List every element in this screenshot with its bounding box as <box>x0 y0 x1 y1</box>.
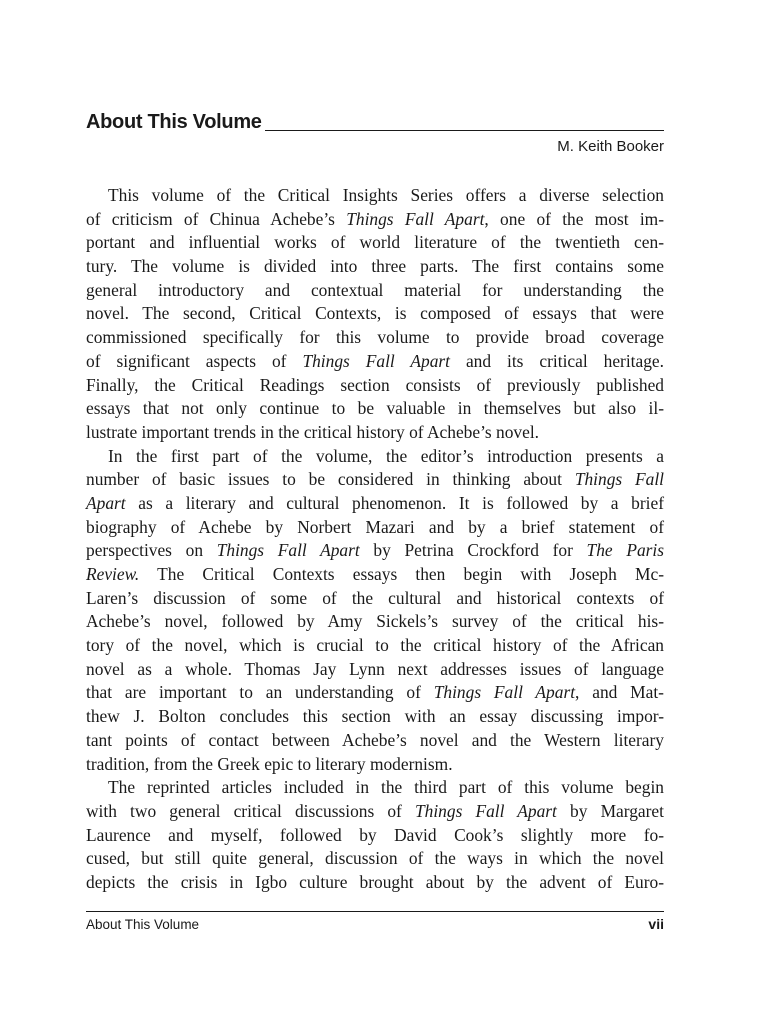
text-line <box>86 516 664 540</box>
text-run: tury. The volume is divided into three parts. The first contains some <box>86 256 664 277</box>
text-line <box>86 326 664 350</box>
text-run: The Critical Contexts essays then begin with Joseph Mc- <box>139 564 664 584</box>
text-run: by Petrina Crockford for <box>359 540 587 561</box>
text-line <box>86 563 664 587</box>
text-line <box>86 255 664 279</box>
text-line <box>86 658 664 682</box>
italic-title-run: Things Fall Apart <box>414 800 557 821</box>
text-run: that are important to an understanding of <box>86 682 434 703</box>
text-line <box>86 610 664 634</box>
text-line <box>86 587 664 611</box>
text-run: Laren’s discussion of some of the cultural and historical contexts of <box>86 587 664 608</box>
text-run: novel as a whole. Thomas Jay Lynn next addresses issues of language <box>86 658 664 679</box>
text-run: and its critical heritage. <box>450 350 664 371</box>
italic-title-run: Apart <box>86 492 126 513</box>
text-run: essays that not only continue to be valuable in themselves but also il- <box>86 398 664 419</box>
text-line <box>86 397 664 421</box>
text-line <box>86 824 664 848</box>
italic-title-run: Things Fall Apart <box>346 208 485 229</box>
italic-title-run: Things Fall Apart <box>302 350 450 371</box>
text-line <box>86 231 664 255</box>
page-number: vii <box>648 916 664 932</box>
text-run: thew J. Bolton concludes this section with an essay discussing impor- <box>86 706 664 727</box>
text-run: This volume of the Critical Insights Series offers a diverse selection <box>108 185 664 205</box>
text-run: number of basic issues to be considered in thinking about <box>86 469 575 490</box>
footer-rule <box>86 911 664 912</box>
text-run: as a literary and cultural phenomenon. It is followed by a brief <box>125 492 664 513</box>
text-line <box>86 847 664 871</box>
text-line <box>86 634 664 658</box>
text-line <box>86 705 664 729</box>
text-run: general introductory and contextual material for understanding the <box>86 279 664 300</box>
text-line <box>86 374 664 398</box>
italic-title-run: Things Fall Apart <box>216 540 360 561</box>
text-line <box>86 539 664 563</box>
text-run: tory of the novel, which is crucial to the critical history of the African <box>86 635 664 656</box>
text-line <box>86 492 664 516</box>
body-text <box>86 184 664 895</box>
text-line <box>86 468 664 492</box>
text-run: by Margaret <box>556 800 664 821</box>
text-line <box>86 729 664 753</box>
text-run: In the first part of the volume, the editor’s introduction presents a <box>108 445 664 466</box>
text-run: portant and influential works of world literature of the twentieth cen- <box>86 232 664 253</box>
author-name: M. Keith Booker <box>557 138 664 155</box>
text-line <box>86 445 664 469</box>
text-line <box>86 681 664 705</box>
text-line <box>86 279 664 303</box>
text-line <box>86 800 664 824</box>
text-run: with two general critical discussions of <box>86 800 415 821</box>
text-run: tradition, from the Greek epic to literary modernism. <box>86 753 453 774</box>
text-line <box>86 208 664 232</box>
text-run: , and Mat- <box>575 682 664 703</box>
text-run: lustrate important trends in the critical history of Achebe’s novel. <box>86 421 540 442</box>
section-title: About This Volume <box>86 111 262 133</box>
text-line <box>86 421 664 445</box>
text-run: novel. The second, Critical Contexts, is composed of essays that were <box>86 303 664 324</box>
text-run: Achebe’s novel, followed by Amy Sickels’s survey of the critical his- <box>86 611 664 632</box>
text-run: The reprinted articles included in the third part of this volume begin <box>108 777 664 798</box>
heading-row <box>86 110 664 134</box>
text-run: of criticism of Chinua Achebe’s <box>86 208 347 229</box>
text-run: Finally, the Critical Readings section consists of previously published <box>86 374 664 395</box>
text-run: biography of Achebe by Norbert Mazari and by a brief statement of <box>86 516 664 537</box>
text-line <box>86 776 664 800</box>
running-footer: About This Volume <box>86 917 200 932</box>
text-run: commissioned specifically for this volume to provide broad coverage <box>86 327 664 348</box>
italic-title-run: Things Fall <box>574 469 665 490</box>
text-line <box>86 871 664 895</box>
italic-title-run: Things Fall Apart <box>433 682 576 703</box>
heading-rule <box>265 130 664 131</box>
text-line <box>86 753 664 777</box>
text-run: tant points of contact between Achebe’s novel and the Western literary <box>86 729 664 750</box>
italic-title-run: Review. <box>86 564 140 584</box>
italic-title-run: The Paris <box>586 540 665 561</box>
text-run: cused, but still quite general, discussion of the ways in which the novel <box>86 848 664 869</box>
text-run: Laurence and myself, followed by David Cook’s slightly more fo- <box>86 824 664 845</box>
text-run: of significant aspects of <box>86 350 303 371</box>
text-line <box>86 350 664 374</box>
text-run: depicts the crisis in Igbo culture brought about by the advent of Euro- <box>86 871 664 892</box>
text-line <box>86 302 664 326</box>
text-run: , one of the most im- <box>484 208 664 229</box>
text-line <box>86 184 664 208</box>
text-run: perspectives on <box>86 540 217 561</box>
